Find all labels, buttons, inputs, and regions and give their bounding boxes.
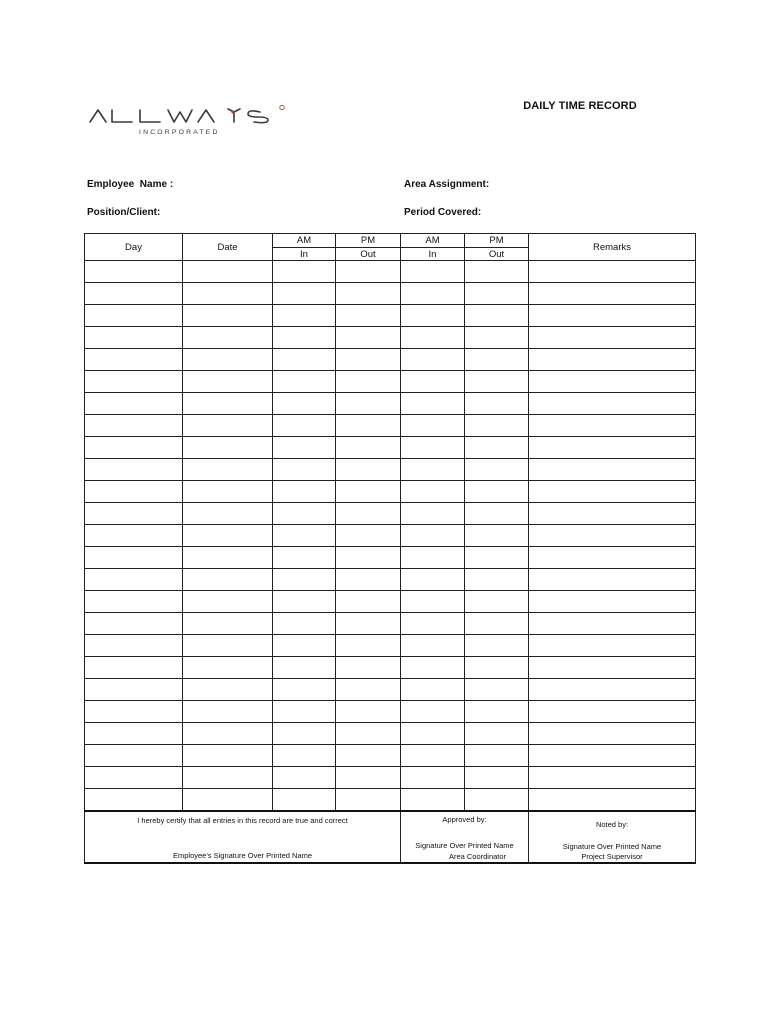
am-in-cell[interactable] [273, 437, 336, 459]
pm-out-2-cell[interactable] [465, 459, 529, 481]
am-in-cell[interactable] [273, 745, 336, 767]
am-in-2-cell[interactable] [401, 305, 465, 327]
header-in-2: In [401, 248, 465, 261]
pm-out-cell[interactable] [336, 613, 401, 635]
remarks-cell[interactable] [529, 547, 696, 569]
day-cell[interactable] [85, 635, 183, 657]
remarks-cell[interactable] [529, 371, 696, 393]
am-in-2-cell[interactable] [401, 459, 465, 481]
am-in-cell[interactable] [273, 635, 336, 657]
noter-signature-line: Signature Over Printed Name [562, 842, 662, 851]
pm-out-2-cell[interactable] [465, 415, 529, 437]
remarks-cell[interactable] [529, 745, 696, 767]
day-cell[interactable] [85, 767, 183, 789]
day-cell[interactable] [85, 305, 183, 327]
date-cell[interactable] [183, 701, 273, 723]
date-cell[interactable] [183, 723, 273, 745]
remarks-cell[interactable] [529, 261, 696, 283]
area-assignment-field [404, 179, 489, 190]
remarks-cell[interactable] [529, 327, 696, 349]
am-in-cell[interactable] [273, 503, 336, 525]
remarks-cell[interactable] [529, 305, 696, 327]
pm-out-cell[interactable] [336, 525, 401, 547]
pm-out-cell[interactable] [336, 437, 401, 459]
table-row [85, 569, 696, 591]
position-client-field [87, 207, 160, 218]
table-row [85, 261, 696, 283]
pm-out-2-cell[interactable] [465, 503, 529, 525]
header-in-1: In [273, 248, 336, 261]
am-in-cell[interactable] [273, 393, 336, 415]
date-cell[interactable] [183, 569, 273, 591]
table-row [85, 459, 696, 481]
am-in-2-cell[interactable] [401, 283, 465, 305]
am-in-2-cell[interactable] [401, 371, 465, 393]
remarks-cell[interactable] [529, 437, 696, 459]
table-row [85, 635, 696, 657]
date-cell[interactable] [183, 481, 273, 503]
am-in-2-cell[interactable] [401, 745, 465, 767]
am-in-cell[interactable] [273, 261, 336, 283]
am-in-cell[interactable] [273, 349, 336, 371]
am-in-cell[interactable] [273, 415, 336, 437]
table-row [85, 701, 696, 723]
noter-role: Project Supervisor [581, 852, 643, 861]
day-cell[interactable] [85, 393, 183, 415]
pm-out-2-cell[interactable] [465, 569, 529, 591]
noted-by-label: Noted by: [595, 820, 629, 829]
pm-out-cell[interactable] [336, 701, 401, 723]
day-cell[interactable] [85, 547, 183, 569]
day-cell[interactable] [85, 613, 183, 635]
day-cell[interactable] [85, 723, 183, 745]
pm-out-cell[interactable] [336, 371, 401, 393]
date-cell[interactable] [183, 261, 273, 283]
day-cell[interactable] [85, 437, 183, 459]
pm-out-2-cell[interactable] [465, 591, 529, 613]
pm-out-2-cell[interactable] [465, 789, 529, 812]
pm-out-cell[interactable] [336, 569, 401, 591]
remarks-cell[interactable] [529, 613, 696, 635]
remarks-cell[interactable] [529, 525, 696, 547]
header-out-2: Out [465, 248, 529, 261]
am-in-cell[interactable] [273, 371, 336, 393]
pm-out-2-cell[interactable] [465, 393, 529, 415]
pm-out-cell[interactable] [336, 635, 401, 657]
table-row [85, 327, 696, 349]
am-in-2-cell[interactable] [401, 591, 465, 613]
table-row [85, 371, 696, 393]
date-cell[interactable] [183, 283, 273, 305]
day-cell[interactable] [85, 525, 183, 547]
pm-out-2-cell[interactable] [465, 481, 529, 503]
am-in-2-cell[interactable] [401, 569, 465, 591]
company-logo [88, 104, 298, 140]
table-row [85, 437, 696, 459]
am-in-2-cell[interactable] [401, 525, 465, 547]
date-cell[interactable] [183, 591, 273, 613]
am-in-cell[interactable] [273, 305, 336, 327]
date-cell[interactable] [183, 657, 273, 679]
remarks-cell[interactable] [529, 591, 696, 613]
remarks-cell[interactable] [529, 415, 696, 437]
table-row [85, 305, 696, 327]
logo-subtext: INCORPORATED [139, 129, 220, 136]
remarks-cell[interactable] [529, 701, 696, 723]
remarks-cell[interactable] [529, 679, 696, 701]
table-row [85, 481, 696, 503]
day-cell[interactable] [85, 283, 183, 305]
pm-out-cell[interactable] [336, 459, 401, 481]
pm-out-cell[interactable] [336, 767, 401, 789]
day-cell[interactable] [85, 503, 183, 525]
pm-out-2-cell[interactable] [465, 679, 529, 701]
pm-out-cell[interactable] [336, 349, 401, 371]
pm-out-2-cell[interactable] [465, 525, 529, 547]
time-record-rows [85, 261, 696, 812]
pm-out-2-cell[interactable] [465, 437, 529, 459]
day-cell[interactable] [85, 371, 183, 393]
day-cell[interactable] [85, 327, 183, 349]
am-in-cell[interactable] [273, 591, 336, 613]
pm-out-cell[interactable] [336, 679, 401, 701]
day-cell[interactable] [85, 415, 183, 437]
am-in-cell[interactable] [273, 767, 336, 789]
date-cell[interactable] [183, 305, 273, 327]
period-covered-label: Period Covered: [404, 207, 482, 218]
pm-out-cell[interactable] [336, 393, 401, 415]
noted-by-block [529, 811, 696, 863]
pm-out-cell[interactable] [336, 745, 401, 767]
am-in-cell[interactable] [273, 723, 336, 745]
header-date: Date [183, 234, 273, 261]
pm-out-2-cell[interactable] [465, 613, 529, 635]
table-row [85, 657, 696, 679]
am-in-cell[interactable] [273, 701, 336, 723]
approved-by-label: Approved by: [442, 815, 487, 824]
certify-text: I hereby certify that all entries in this record are true and correct [137, 816, 348, 825]
am-in-cell[interactable] [273, 525, 336, 547]
day-cell[interactable] [85, 261, 183, 283]
am-in-2-cell[interactable] [401, 547, 465, 569]
remarks-cell[interactable] [529, 503, 696, 525]
pm-out-cell[interactable] [336, 481, 401, 503]
remarks-cell[interactable] [529, 767, 696, 789]
table-row [85, 547, 696, 569]
date-cell[interactable] [183, 635, 273, 657]
pm-out-2-cell[interactable] [465, 547, 529, 569]
remarks-cell[interactable] [529, 789, 696, 812]
remarks-cell[interactable] [529, 459, 696, 481]
approver-role: Area Coordinator [448, 852, 507, 861]
document-title: DAILY TIME RECORD [523, 100, 637, 112]
table-row [85, 349, 696, 371]
pm-out-2-cell[interactable] [465, 371, 529, 393]
am-in-cell[interactable] [273, 327, 336, 349]
pm-out-2-cell[interactable] [465, 327, 529, 349]
date-cell[interactable] [183, 679, 273, 701]
pm-out-cell[interactable] [336, 503, 401, 525]
am-in-2-cell[interactable] [401, 415, 465, 437]
employee-certification-block [85, 811, 401, 863]
date-cell[interactable] [183, 547, 273, 569]
table-row [85, 283, 696, 305]
date-cell[interactable] [183, 437, 273, 459]
table-row [85, 745, 696, 767]
pm-out-cell[interactable] [336, 789, 401, 812]
date-cell[interactable] [183, 789, 273, 812]
pm-out-cell[interactable] [336, 547, 401, 569]
am-in-2-cell[interactable] [401, 679, 465, 701]
position-client-label: Position/Client: [87, 207, 161, 218]
pm-out-cell[interactable] [336, 415, 401, 437]
am-in-cell[interactable] [273, 459, 336, 481]
pm-out-2-cell[interactable] [465, 261, 529, 283]
am-in-cell[interactable] [273, 569, 336, 591]
employee-name-field [87, 179, 173, 190]
pm-out-2-cell[interactable] [465, 723, 529, 745]
am-in-2-cell[interactable] [401, 437, 465, 459]
date-cell[interactable] [183, 503, 273, 525]
am-in-2-cell[interactable] [401, 701, 465, 723]
table-row [85, 525, 696, 547]
header-day: Day [85, 234, 183, 261]
am-in-cell[interactable] [273, 547, 336, 569]
am-in-cell[interactable] [273, 481, 336, 503]
date-cell[interactable] [183, 349, 273, 371]
am-in-2-cell[interactable] [401, 327, 465, 349]
table-row [85, 393, 696, 415]
remarks-cell[interactable] [529, 349, 696, 371]
am-in-2-cell[interactable] [401, 349, 465, 371]
pm-out-2-cell[interactable] [465, 283, 529, 305]
am-in-2-cell[interactable] [401, 503, 465, 525]
pm-out-2-cell[interactable] [465, 745, 529, 767]
remarks-cell[interactable] [529, 723, 696, 745]
am-in-2-cell[interactable] [401, 723, 465, 745]
time-record-table [84, 233, 696, 864]
date-cell[interactable] [183, 767, 273, 789]
am-in-cell[interactable] [273, 283, 336, 305]
day-cell[interactable] [85, 569, 183, 591]
pm-out-cell[interactable] [336, 591, 401, 613]
date-cell[interactable] [183, 393, 273, 415]
remarks-cell[interactable] [529, 569, 696, 591]
am-in-cell[interactable] [273, 679, 336, 701]
table-row [85, 789, 696, 812]
remarks-cell[interactable] [529, 393, 696, 415]
date-cell[interactable] [183, 745, 273, 767]
day-cell[interactable] [85, 789, 183, 812]
day-cell[interactable] [85, 745, 183, 767]
am-in-cell[interactable] [273, 657, 336, 679]
approved-by-block [401, 811, 529, 863]
remarks-cell[interactable] [529, 657, 696, 679]
date-cell[interactable] [183, 613, 273, 635]
employee-name-label: Employee Name : [87, 179, 174, 190]
header-am-2: AM [401, 234, 465, 248]
pm-out-2-cell[interactable] [465, 657, 529, 679]
am-in-2-cell[interactable] [401, 635, 465, 657]
date-cell[interactable] [183, 459, 273, 481]
am-in-2-cell[interactable] [401, 261, 465, 283]
pm-out-cell[interactable] [336, 305, 401, 327]
pm-out-cell[interactable] [336, 657, 401, 679]
table-row [85, 613, 696, 635]
am-in-2-cell[interactable] [401, 393, 465, 415]
header-out-1: Out [336, 248, 401, 261]
pm-out-cell[interactable] [336, 261, 401, 283]
employee-signature-line: Employee's Signature Over Printed Name [173, 851, 312, 860]
approver-signature-line: Signature Over Printed Name [415, 841, 514, 850]
day-cell[interactable] [85, 349, 183, 371]
table-row [85, 415, 696, 437]
day-cell[interactable] [85, 459, 183, 481]
table-row [85, 679, 696, 701]
remarks-cell[interactable] [529, 635, 696, 657]
am-in-cell[interactable] [273, 789, 336, 812]
header-pm-1: PM [336, 234, 401, 248]
header-remarks: Remarks [529, 234, 696, 261]
remarks-cell[interactable] [529, 481, 696, 503]
area-assignment-label: Area Assignment: [404, 179, 490, 190]
remarks-cell[interactable] [529, 283, 696, 305]
pm-out-cell[interactable] [336, 283, 401, 305]
date-cell[interactable] [183, 371, 273, 393]
header-am-1: AM [273, 234, 336, 248]
day-cell[interactable] [85, 591, 183, 613]
day-cell[interactable] [85, 657, 183, 679]
am-in-2-cell[interactable] [401, 657, 465, 679]
table-row [85, 503, 696, 525]
day-cell[interactable] [85, 679, 183, 701]
pm-out-2-cell[interactable] [465, 635, 529, 657]
date-cell[interactable] [183, 415, 273, 437]
table-row [85, 723, 696, 745]
am-in-cell[interactable] [273, 613, 336, 635]
am-in-2-cell[interactable] [401, 481, 465, 503]
header-pm-2: PM [465, 234, 529, 248]
am-in-2-cell[interactable] [401, 767, 465, 789]
pm-out-2-cell[interactable] [465, 767, 529, 789]
table-row [85, 591, 696, 613]
pm-out-2-cell[interactable] [465, 701, 529, 723]
pm-out-2-cell[interactable] [465, 349, 529, 371]
pm-out-2-cell[interactable] [465, 305, 529, 327]
day-cell[interactable] [85, 701, 183, 723]
am-in-2-cell[interactable] [401, 613, 465, 635]
period-covered-field [404, 207, 481, 218]
am-in-2-cell[interactable] [401, 789, 465, 812]
table-row [85, 767, 696, 789]
date-cell[interactable] [183, 525, 273, 547]
date-cell[interactable] [183, 327, 273, 349]
day-cell[interactable] [85, 481, 183, 503]
pm-out-cell[interactable] [336, 327, 401, 349]
pm-out-cell[interactable] [336, 723, 401, 745]
